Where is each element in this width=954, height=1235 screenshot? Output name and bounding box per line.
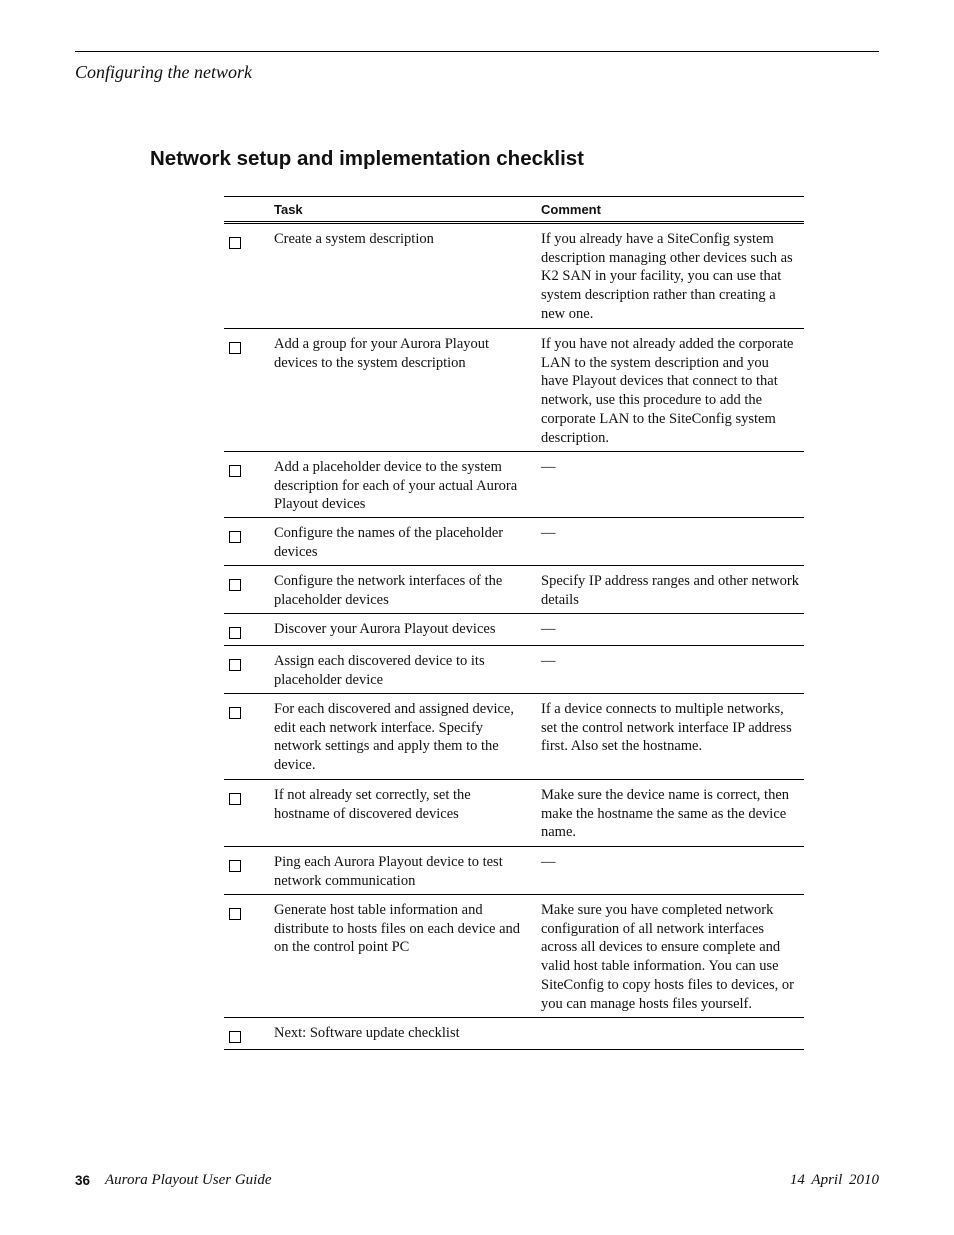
section-title: Network setup and implementation checklist bbox=[150, 147, 585, 170]
guide-title: Aurora Playout User Guide bbox=[105, 1172, 272, 1188]
running-head: Configuring the network bbox=[75, 62, 252, 82]
table-row bbox=[224, 566, 804, 614]
table-row bbox=[224, 329, 804, 452]
table-row bbox=[224, 224, 804, 329]
checkbox[interactable] bbox=[229, 237, 241, 249]
table-row bbox=[224, 614, 804, 646]
comment-text: If you already have a SiteConfig system description managing other devices such as K2 SAN in your facility, you can use that system description rather than creating a new one. bbox=[541, 231, 793, 322]
task-text: Configure the network interfaces of the placeholder devices bbox=[274, 573, 503, 608]
header-rule bbox=[75, 51, 879, 52]
comment-text: If a device connects to multiple networks, set the control network interface IP address first. Also set the hostname. bbox=[541, 701, 792, 755]
table-row bbox=[224, 780, 804, 847]
table-row bbox=[224, 895, 804, 1018]
comment-text: Make sure the device name is correct, then make the hostname the same as the device name. bbox=[541, 787, 790, 841]
comment-text: — bbox=[541, 459, 556, 475]
checklist-table bbox=[224, 196, 804, 1050]
table-row bbox=[224, 518, 804, 566]
task-text: Assign each discovered device to its placeholder device bbox=[274, 653, 485, 688]
checkbox[interactable] bbox=[229, 707, 241, 719]
comment-text: Specify IP address ranges and other network details bbox=[541, 573, 799, 608]
table-row bbox=[224, 847, 804, 895]
table-row bbox=[224, 1018, 804, 1050]
table-row bbox=[224, 452, 804, 518]
publication-date: 14 April 2010 bbox=[789, 1172, 879, 1188]
task-text: Discover your Aurora Playout devices bbox=[274, 621, 496, 637]
task-text: Next: Software update checklist bbox=[274, 1025, 460, 1041]
task-text: For each discovered and assigned device, edit each network interface. Specify network settings and apply them to the device. bbox=[274, 701, 514, 774]
checkbox[interactable] bbox=[229, 659, 241, 671]
checkbox[interactable] bbox=[229, 579, 241, 591]
column-header-comment: Comment bbox=[541, 202, 601, 217]
checkbox[interactable] bbox=[229, 531, 241, 543]
comment-text: — bbox=[541, 525, 556, 541]
table-row bbox=[224, 694, 804, 780]
task-text: Ping each Aurora Playout device to test network communication bbox=[274, 854, 503, 889]
checkbox[interactable] bbox=[229, 1031, 241, 1043]
checkbox[interactable] bbox=[229, 465, 241, 477]
comment-text: — bbox=[541, 653, 556, 669]
comment-text: Make sure you have completed network configuration of all network interfaces across all devices to ensure complete and valid host table information. You can use SiteConfig to copy hosts files to devices, or you can manage hosts files yourself. bbox=[541, 902, 794, 1012]
task-text: Generate host table information and distribute to hosts files on each device and on the control point PC bbox=[274, 902, 521, 956]
table-header bbox=[224, 196, 804, 224]
checkbox[interactable] bbox=[229, 627, 241, 639]
task-text: Create a system description bbox=[274, 231, 434, 247]
comment-text: — bbox=[541, 621, 556, 637]
page-number: 36 bbox=[75, 1173, 91, 1188]
checkbox[interactable] bbox=[229, 793, 241, 805]
task-text: Configure the names of the placeholder devices bbox=[274, 525, 504, 560]
table-row bbox=[224, 646, 804, 694]
task-text: If not already set correctly, set the hostname of discovered devices bbox=[274, 787, 471, 822]
checkbox[interactable] bbox=[229, 860, 241, 872]
checkbox[interactable] bbox=[229, 342, 241, 354]
comment-text: If you have not already added the corporate LAN to the system description and you have Playout devices that connect to that network, use this procedure to add the corporate LAN to the SiteConfig system description. bbox=[541, 336, 794, 446]
checkbox[interactable] bbox=[229, 908, 241, 920]
column-header-task: Task bbox=[274, 202, 303, 217]
task-text: Add a group for your Aurora Playout devices to the system description bbox=[274, 336, 490, 371]
comment-text: — bbox=[541, 854, 556, 870]
task-text: Add a placeholder device to the system description for each of your actual Aurora Playout devices bbox=[274, 459, 518, 513]
